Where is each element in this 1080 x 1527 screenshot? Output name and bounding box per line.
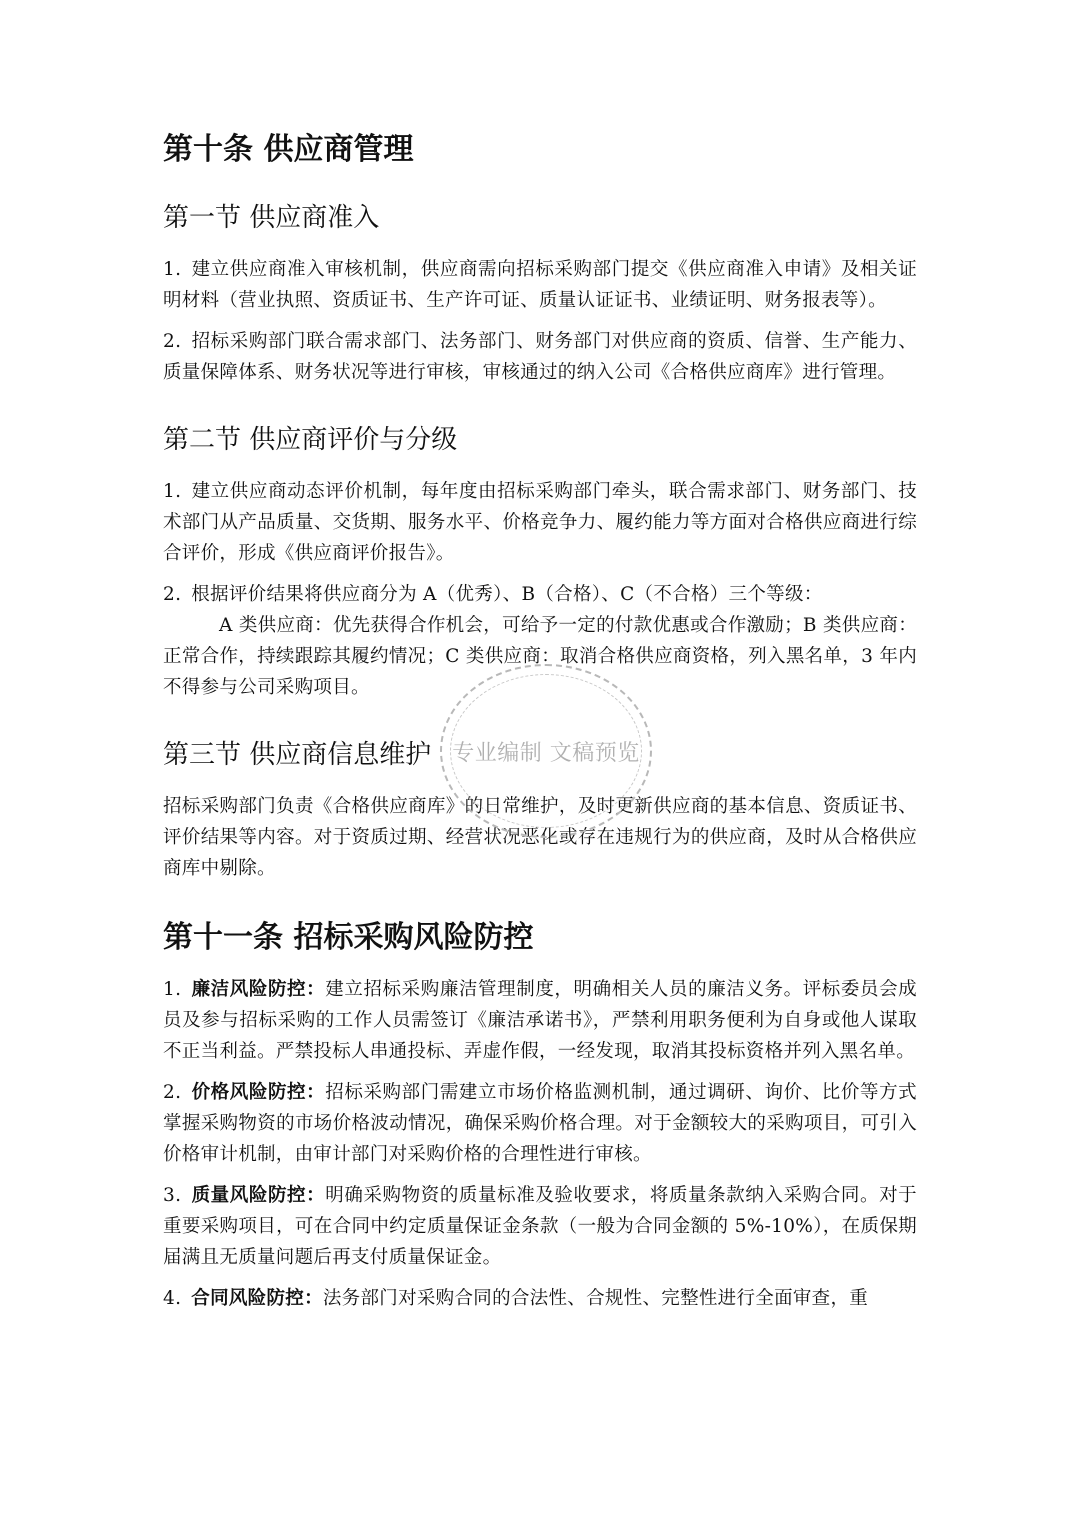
risk-item-1: [163, 974, 917, 1067]
item-text: 明确采购物资的质量标准及验收要求，将质量条款纳入采购合同。对于重要采购项目，可在合同中约定质量保证金条款（一般为合同金额的 5%-10%），在质保期届满且无质量问题后再支付质量保证金。: [163, 1185, 917, 1268]
watermark-text: 专业编制 文稿预览: [452, 740, 640, 766]
document-page: [163, 128, 917, 1314]
risk-item-3: [163, 1180, 917, 1273]
risk-item-2: [163, 1077, 917, 1170]
item-lead: 价格风险防控：: [191, 1082, 326, 1103]
item-text: 招标采购部门联合需求部门、法务部门、财务部门对供应商的资质、信誉、生产能力、质量保障体系、财务状况等进行审核，审核通过的纳入公司《合格供应商库》进行管理。: [163, 331, 917, 383]
section-1-item-1: [163, 254, 917, 316]
item-number: 2.: [163, 584, 182, 605]
section-3-title: 第三节 供应商信息维护: [163, 740, 432, 770]
item-lead: 质量风险防控：: [191, 1185, 326, 1206]
section-1-item-2: [163, 326, 917, 388]
chapter-10-title: 第十条 供应商管理: [163, 132, 414, 167]
item-text: 建立供应商准入审核机制，供应商需向招标采购部门提交《供应商准入申请》及相关证明材料（营业执照、资质证书、生产许可证、质量认证证书、业绩证明、财务报表等）。: [163, 259, 917, 311]
section-1-title: 第一节 供应商准入: [163, 203, 380, 233]
section-2-detail: A 类供应商：优先获得合作机会，可给予一定的付款优惠或合作激励；B 类供应商：正常合作，持续跟踪其履约情况；C 类供应商：取消合格供应商资格，列入黑名单，3 年内不得参与公司采购项目。: [163, 615, 917, 698]
item-number: 1.: [163, 481, 182, 502]
item-text: 法务部门对采购合同的合法性、合规性、完整性进行全面审查，重: [322, 1288, 869, 1309]
section-2-item-2: [163, 579, 917, 610]
item-text: 建立供应商动态评价机制，每年度由招标采购部门牵头，联合需求部门、财务部门、技术部门从产品质量、交货期、服务水平、价格竞争力、履约能力等方面对合格供应商进行综合评价，形成《供应商评价报告》。: [163, 481, 917, 564]
item-number: 2.: [163, 331, 182, 352]
risk-item-4: [163, 1283, 917, 1314]
section-3-text: 招标采购部门负责《合格供应商库》的日常维护，及时更新供应商的基本信息、资质证书、评价结果等内容。对于资质过期、经营状况恶化或存在违规行为的供应商，及时从合格供应商库中剔除。: [163, 796, 917, 879]
item-number: 4.: [163, 1288, 182, 1309]
item-number: 3.: [163, 1185, 182, 1206]
section-2-title: 第二节 供应商评价与分级: [163, 425, 458, 455]
item-lead: 合同风险防控：: [191, 1288, 323, 1309]
item-text: 建立招标采购廉洁管理制度，明确相关人员的廉洁义务。评标委员会成员及参与招标采购的工作人员需签订《廉洁承诺书》，严禁利用职务便利为自身或他人谋取不正当利益。严禁投标人串通投标、弄虚作假，一经发现，取消其投标资格并列入黑名单。: [163, 979, 917, 1062]
item-text: 招标采购部门需建立市场价格监测机制，通过调研、询价、比价等方式掌握采购物资的市场价格波动情况，确保采购价格合理。对于金额较大的采购项目，可引入价格审计机制，由审计部门对采购价格的合理性进行审核。: [163, 1082, 917, 1165]
item-text: 根据评价结果将供应商分为 A（优秀）、B（合格）、C（不合格）三个等级：: [191, 584, 823, 605]
item-lead: 廉洁风险防控：: [191, 979, 326, 1000]
item-number: 2.: [163, 1082, 182, 1103]
item-number: 1.: [163, 979, 182, 1000]
chapter-11-title: 第十一条 招标采购风险防控: [163, 920, 534, 955]
section-2-item-1: [163, 476, 917, 569]
item-number: 1.: [163, 259, 182, 280]
